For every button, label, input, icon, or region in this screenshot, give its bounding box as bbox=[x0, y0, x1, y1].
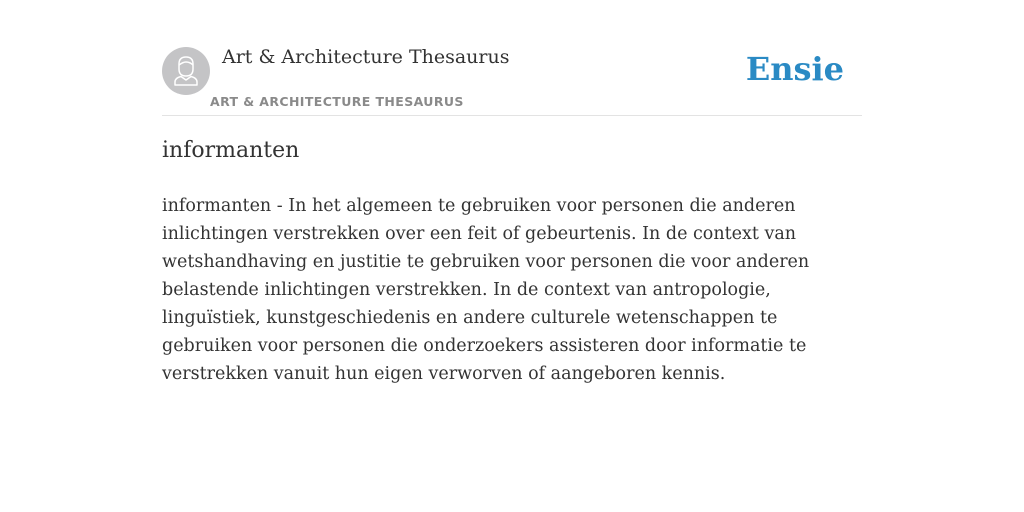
entry-term: informanten bbox=[162, 138, 300, 163]
user-icon bbox=[162, 47, 210, 95]
ensie-logo[interactable]: Ensie bbox=[745, 50, 844, 88]
source-subtitle[interactable]: ART & ARCHITECTURE THESAURUS bbox=[210, 94, 464, 109]
entry-definition: informanten - In het algemeen te gebruiken voor personen die anderen inlichtingen verstrekken over een feit of gebeurtenis. In de context van wetshandhaving en justitie te gebruiken voor personen die voor anderen belastende inlichtingen verstrekken. In de context van antropologie, linguïstiek, kunstgeschiedenis en andere culturele wetenschappen te gebruiken voor personen die onderzoekers assisteren door informatie te verstrekken vanuit hun eigen verworven of aangeboren kennis. bbox=[162, 196, 810, 384]
source-avatar[interactable] bbox=[162, 47, 210, 95]
source-title[interactable]: Art & Architecture Thesaurus bbox=[222, 46, 510, 68]
source-header bbox=[162, 40, 862, 116]
